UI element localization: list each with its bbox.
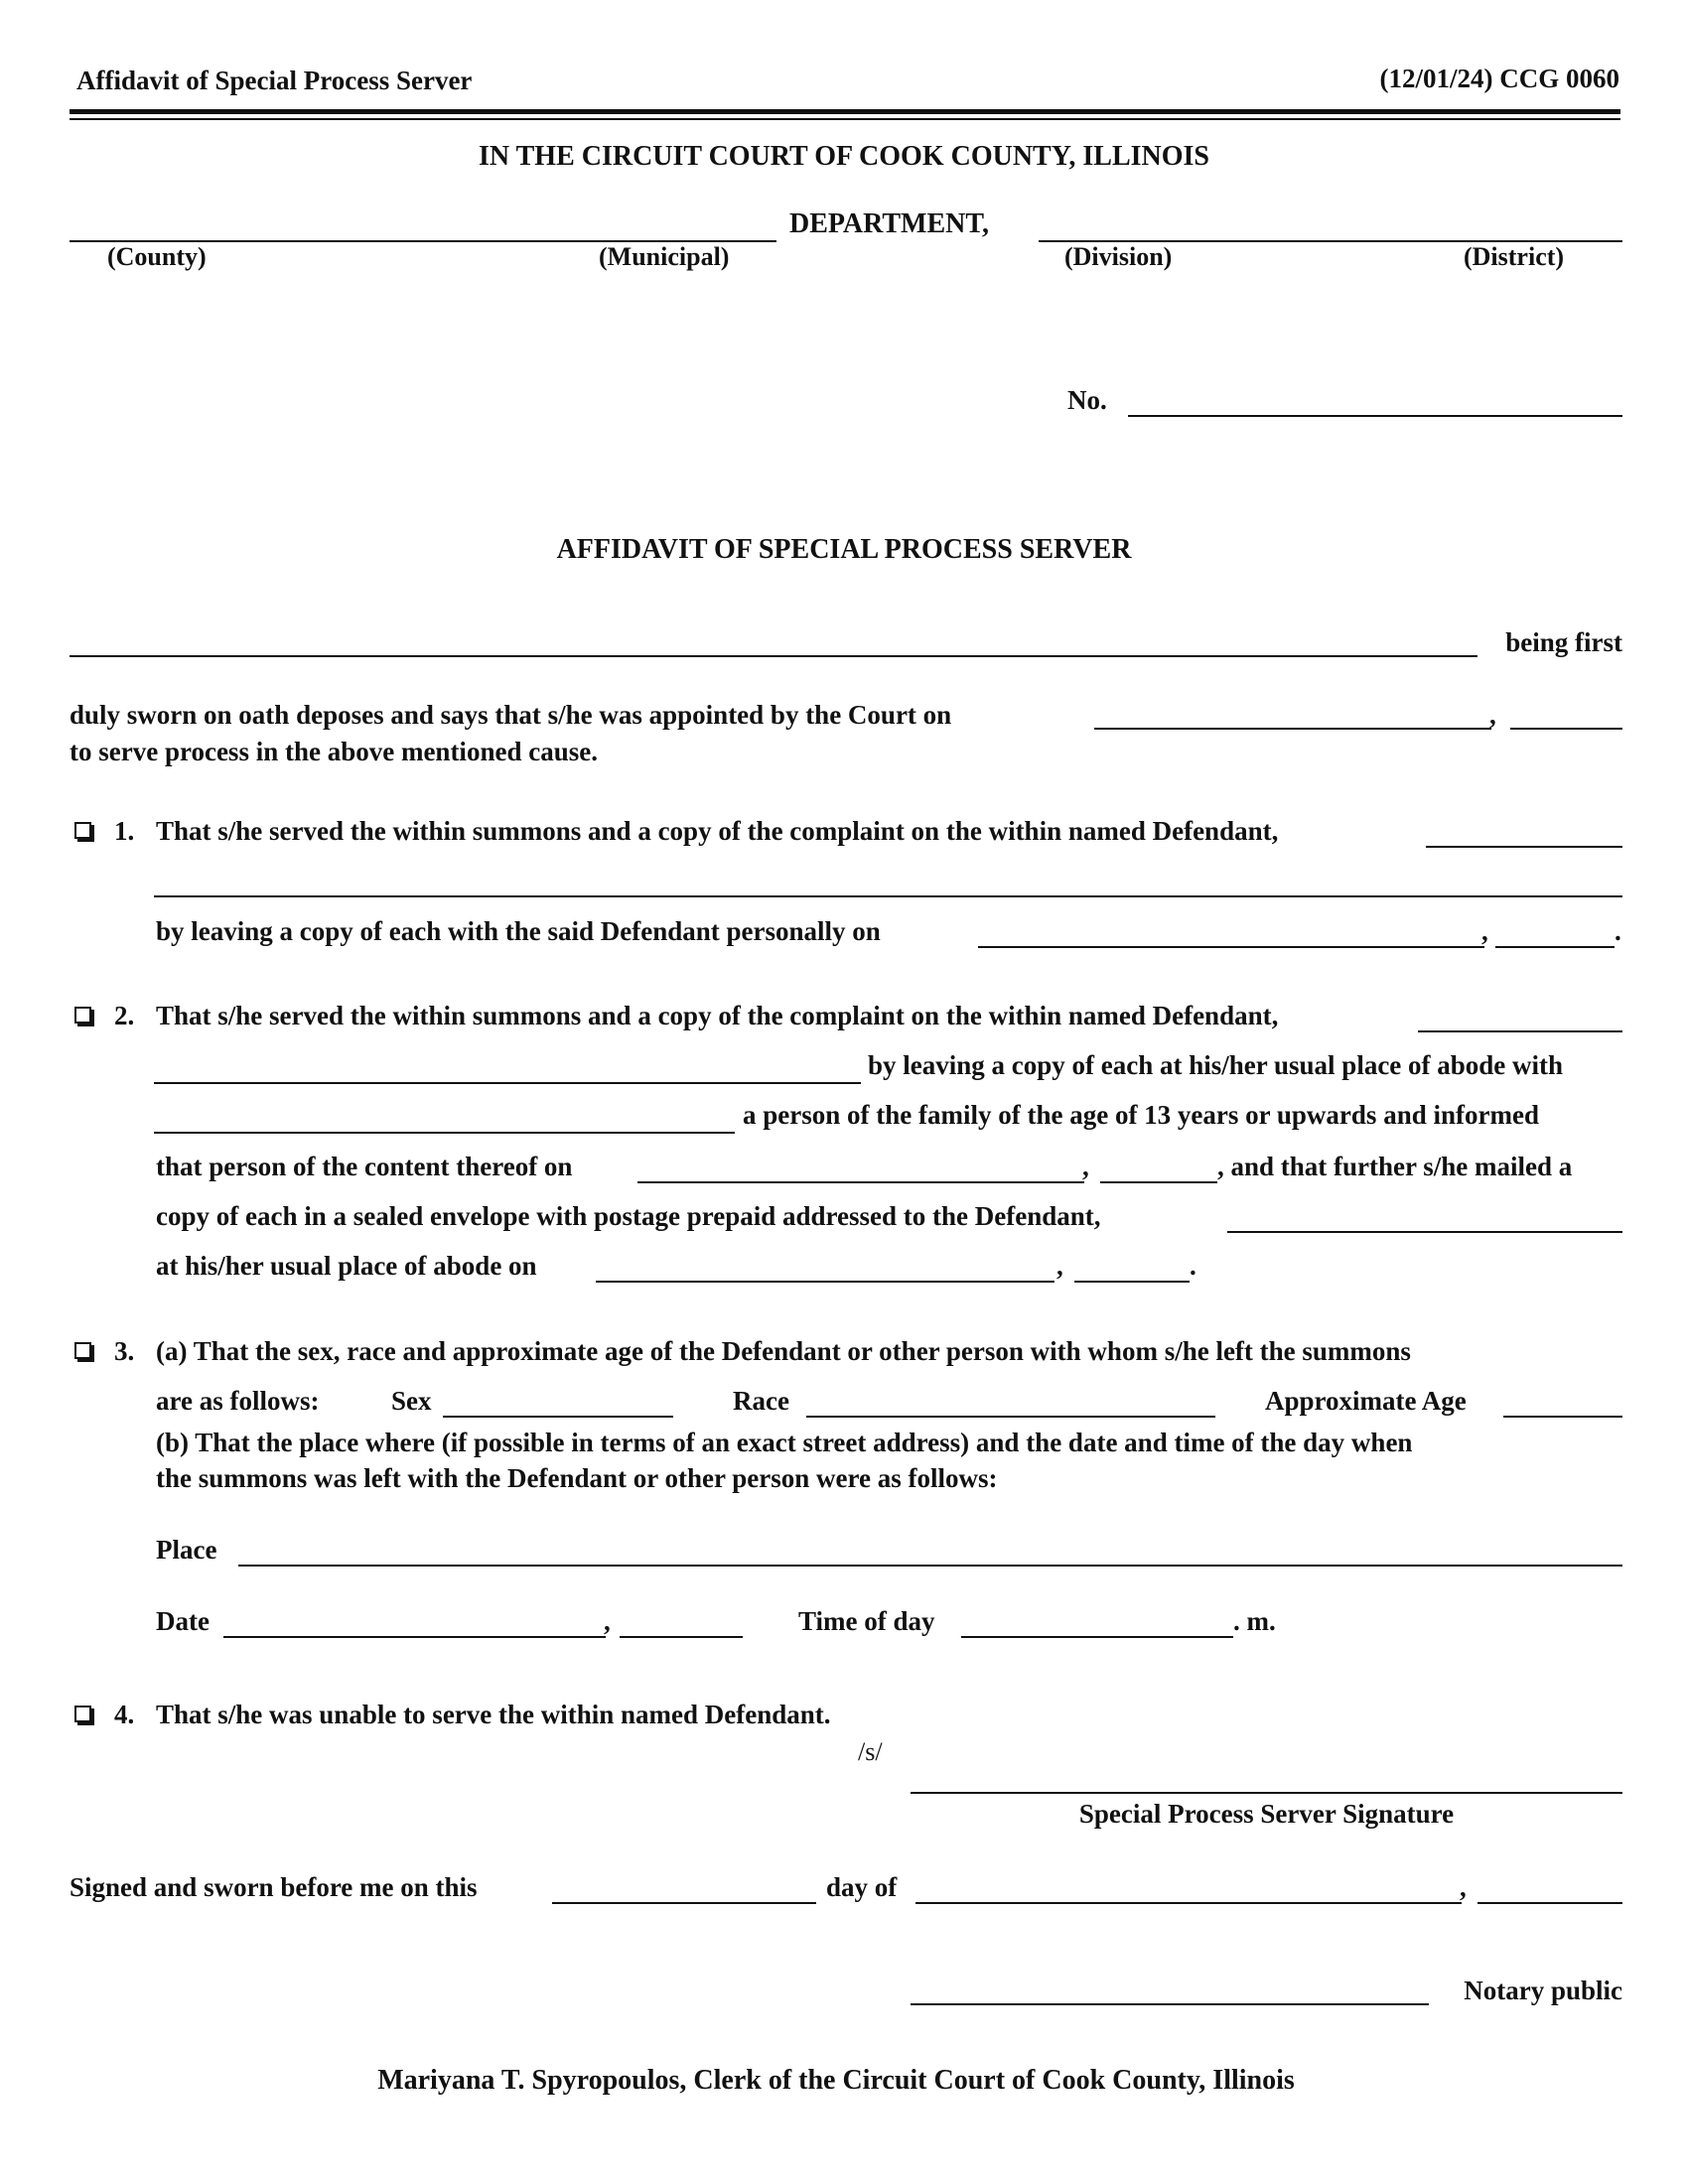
item2-envelope-text: copy of each in a sealed envelope with postage prepaid addressed to the Defendant,: [156, 1201, 1101, 1231]
item1-text: That s/he served the within summons and a copy of the complaint on the within named Defendant,: [156, 816, 1279, 846]
form-code: (12/01/24) CCG 0060: [1379, 64, 1619, 93]
item3-a-text: (a) That the sex, race and approximate age of the Defendant or other person with whom s/he left the summons: [156, 1336, 1411, 1366]
notary-day-field[interactable]: [552, 1902, 816, 1904]
case-no-label: No.: [1067, 385, 1107, 415]
server-signature-field[interactable]: [911, 1792, 1622, 1794]
item2-mailed-date-field[interactable]: [596, 1281, 1055, 1283]
item2-abode-on-text: at his/her usual place of abode on: [156, 1251, 537, 1281]
form-title: Affidavit of Special Process Server: [76, 66, 473, 95]
item1-number: 1.: [114, 816, 135, 846]
time-label: Time of day: [798, 1606, 935, 1636]
item2-person-field[interactable]: [154, 1132, 735, 1134]
item4-checkbox[interactable]: [74, 1706, 91, 1722]
header-rule-thick: [70, 109, 1620, 114]
item1-defendant-field[interactable]: [1426, 846, 1622, 848]
age-label: Approximate Age: [1265, 1386, 1467, 1416]
comma: ,: [1481, 916, 1488, 946]
municipal-label: (Municipal): [599, 242, 730, 271]
period: .: [1190, 1251, 1196, 1281]
serve-text: to serve process in the above mentioned cause.: [70, 737, 598, 766]
comma: ,: [1082, 1152, 1089, 1181]
item2-mailed-text: , and that further s/he mailed a: [1217, 1152, 1573, 1181]
court-name: IN THE CIRCUIT COURT OF COOK COUNTY, ILLINOIS: [479, 141, 1209, 172]
item2-abode-text: by leaving a copy of each at his/her usual place of abode with: [868, 1050, 1564, 1080]
item3-b-text-2: the summons was left with the Defendant or other person were as follows:: [156, 1463, 998, 1493]
item1-checkbox[interactable]: [74, 822, 91, 839]
notary-month-field[interactable]: [915, 1902, 1462, 1904]
comma: ,: [1489, 700, 1496, 730]
affiant-name-field[interactable]: [70, 655, 1477, 657]
notary-label: Notary public: [1464, 1976, 1622, 2005]
header-rule-thin: [70, 118, 1620, 120]
date-label: Date: [156, 1606, 210, 1636]
division-label: (Division): [1064, 242, 1173, 271]
am-pm-text: . m.: [1233, 1606, 1276, 1636]
race-label: Race: [733, 1386, 789, 1416]
place-field[interactable]: [238, 1565, 1622, 1567]
case-no-field[interactable]: [1128, 415, 1622, 417]
period: .: [1615, 916, 1621, 946]
item4-number: 4.: [114, 1700, 135, 1729]
notary-year-field[interactable]: [1477, 1902, 1622, 1904]
item2-defendant-field[interactable]: [1418, 1030, 1622, 1032]
item2-informed-date-field[interactable]: [637, 1181, 1084, 1183]
item3-number: 3.: [114, 1336, 135, 1366]
item3-b-text-1: (b) That the place where (if possible in terms of an exact street address) and the date and time of the day when: [156, 1428, 1413, 1457]
time-field[interactable]: [961, 1636, 1233, 1638]
comma: ,: [1460, 1872, 1467, 1902]
item1-year-field[interactable]: [1495, 946, 1615, 948]
item2-address-field[interactable]: [154, 1082, 861, 1084]
item1-defendant-field-2[interactable]: [154, 895, 1622, 897]
being-first-text: being first: [1505, 627, 1622, 657]
notary-signature-field[interactable]: [911, 2003, 1429, 2005]
item4-text: That s/he was unable to serve the within named Defendant.: [156, 1700, 831, 1729]
item1-date-field[interactable]: [978, 946, 1484, 948]
item2-checkbox[interactable]: [74, 1007, 91, 1024]
notary-sworn-text: Signed and sworn before me on this: [70, 1872, 478, 1902]
signature-label: Special Process Server Signature: [1078, 1799, 1455, 1829]
clerk-footer: Mariyana T. Spyropoulos, Clerk of the Circuit Court of Cook County, Illinois: [377, 2065, 1295, 2096]
appointment-year-field[interactable]: [1510, 728, 1622, 730]
comma: ,: [1056, 1251, 1063, 1281]
place-label: Place: [156, 1535, 217, 1565]
item3-checkbox[interactable]: [74, 1342, 91, 1359]
comma: ,: [604, 1606, 611, 1636]
race-field[interactable]: [806, 1416, 1215, 1418]
service-date-field[interactable]: [223, 1636, 606, 1638]
item3-follows-text: are as follows:: [156, 1386, 320, 1416]
document-title: AFFIDAVIT OF SPECIAL PROCESS SERVER: [556, 534, 1132, 565]
day-of-text: day of: [826, 1872, 898, 1902]
sex-label: Sex: [391, 1386, 432, 1416]
item1-leaving-text: by leaving a copy of each with the said Defendant personally on: [156, 916, 881, 946]
item2-text: That s/he served the within summons and a copy of the complaint on the within named Defendant,: [156, 1001, 1279, 1030]
item2-number: 2.: [114, 1001, 135, 1030]
s-mark: /s/: [858, 1737, 883, 1766]
sworn-text: duly sworn on oath deposes and says that s/he was appointed by the Court on: [70, 700, 952, 730]
item2-mailed-year-field[interactable]: [1074, 1281, 1190, 1283]
service-year-field[interactable]: [620, 1636, 743, 1638]
appointment-date-field[interactable]: [1094, 728, 1491, 730]
county-label: (County): [107, 242, 207, 271]
sex-field[interactable]: [443, 1416, 673, 1418]
item2-informed-year-field[interactable]: [1100, 1181, 1217, 1183]
item2-family-text: a person of the family of the age of 13 years or upwards and informed: [743, 1100, 1539, 1130]
department-label: DEPARTMENT,: [789, 208, 989, 239]
item2-content-text: that person of the content thereof on: [156, 1152, 573, 1181]
age-field[interactable]: [1503, 1416, 1622, 1418]
item2-mail-address-field[interactable]: [1227, 1231, 1622, 1233]
district-label: (District): [1464, 242, 1565, 271]
